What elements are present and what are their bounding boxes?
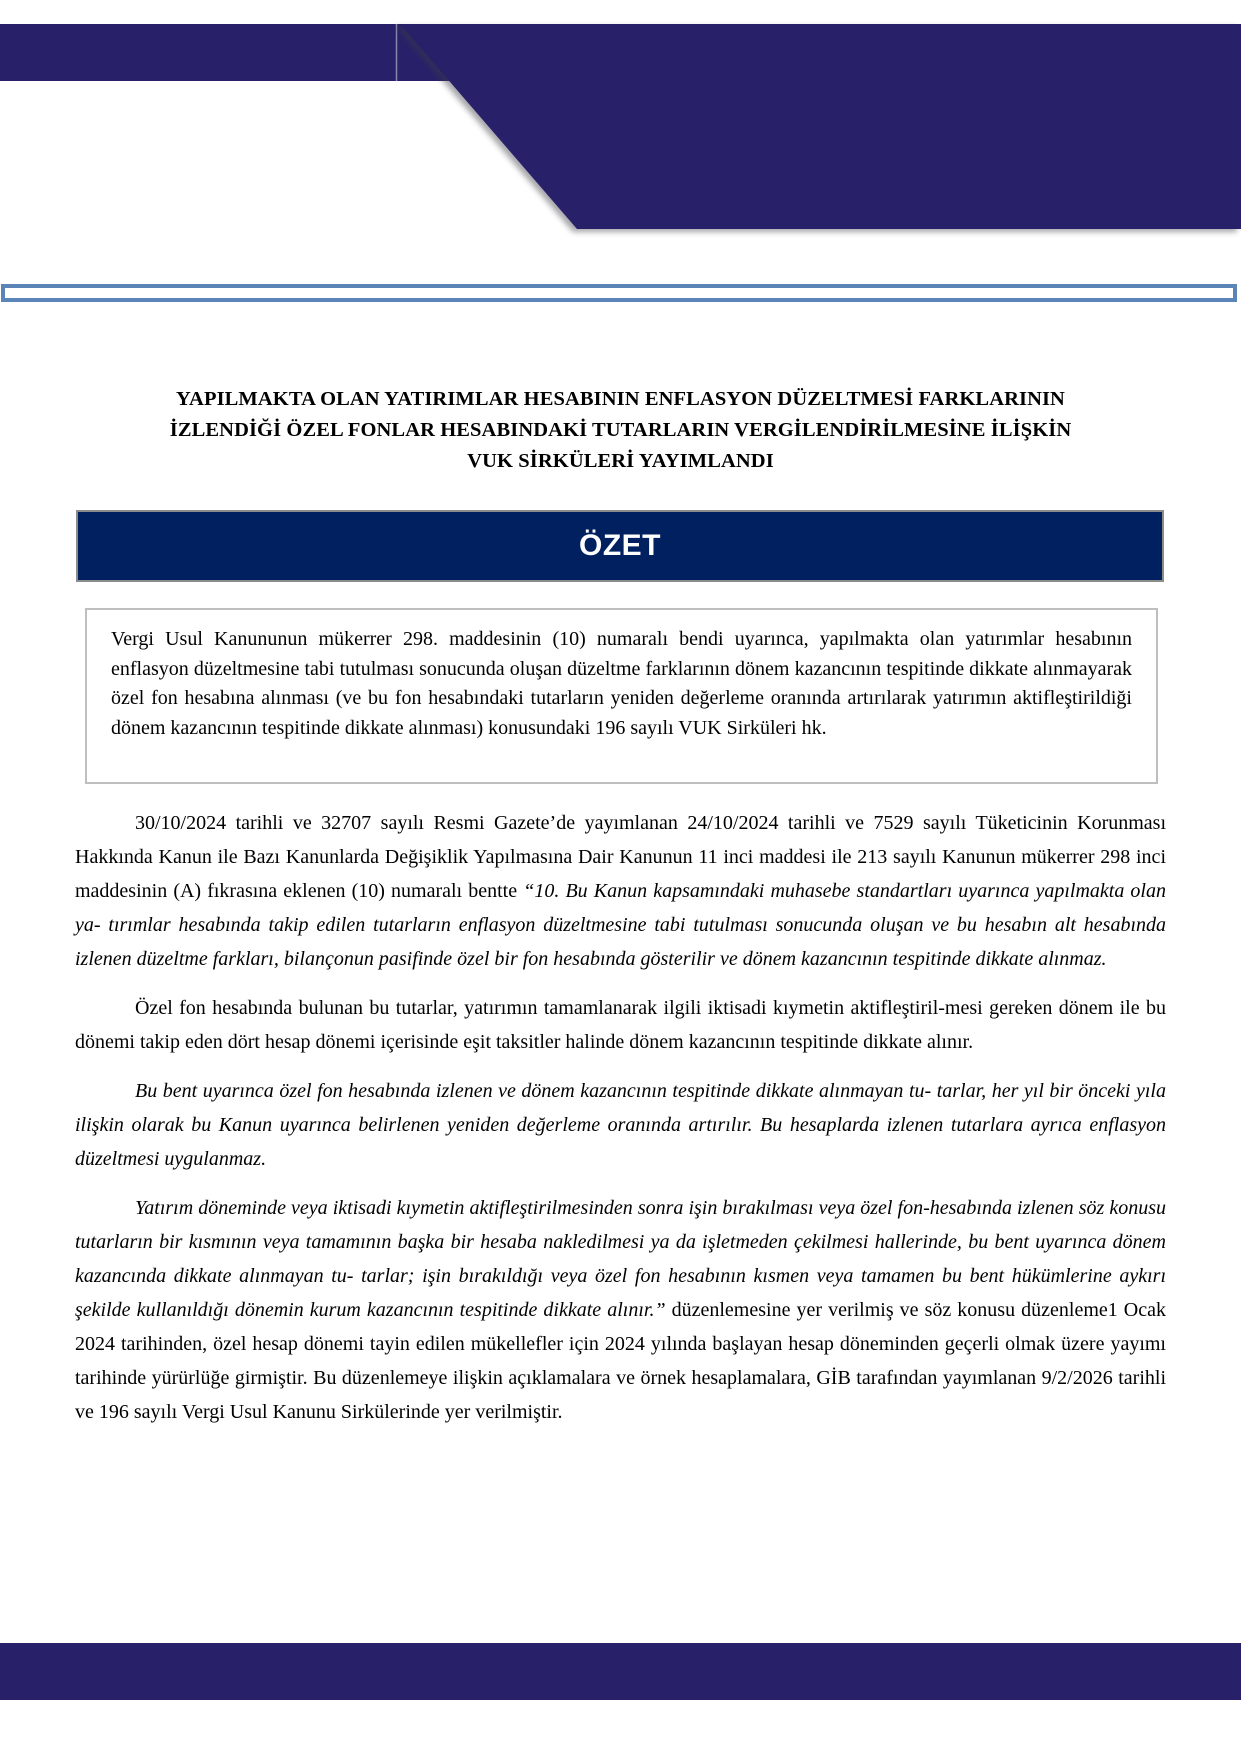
body-text: düzenlemesine yer verilmiş ve söz konusu düzenleme1 Ocak 2024 tarihinden, özel hesap dönemi tayin edilen mükellefler için 2024 yılında başlayan hesap döneminden geçerli olmak üzere yayımı tarihinde yürürlüğe girmiştir. Bu düzenlemeye ilişkin açıklamalara ve örnek hesaplamalara, GİB tarafından yayımlanan 9/2/2026 tarihli ve 196 sayılı Vergi Usul Kanunu Sirkülerinde yer verilmiştir. — [75, 1299, 1167, 1423]
ozet-banner — [76, 510, 1164, 582]
quoted-italic-text: “10. Bu Kanun kapsamındaki muhasebe standartları uyarınca yapılmakta olan ya- tırımlar hesabında takip edilen tutarların enflasyon düzeltmesine tabi tutulması sonucunda oluşan ve bu hesabın alt hesabında izlenen düzeltme farkları, bilançonun pasifinde özel bir fon hesabında gösterilir ve dönem kazancının tespitinde dikkate alınmaz. — [75, 880, 1166, 970]
ozet-label: ÖZET — [579, 529, 661, 562]
quoted-italic-text: Bu bent uyarınca özel fon hesabında izlenen ve dönem kazancının tespitinde dikkate alınmayan tu- tarlar, her yıl bir önceki yıla ilişkin olarak bu Kanun uyarınca belirlenen yeniden değerleme oranında artırılır. Bu hesaplarda izlenen tutarlara ayrıca enflasyon düzeltmesi uygulanmaz. — [75, 1080, 1166, 1170]
summary-text: Vergi Usul Kanununun mükerrer 298. maddesinin (10) numaralı bendi uyarınca, yapılmakta olan yatırımlar hesabının enflasyon düzeltmesine tabi tutulması sonucunda oluşan düzeltme farklarının dönem kazancının tespitinde dikkate alınmayarak özel fon hesabına alınması (ve bu fon hesabındaki tutarların yeniden değerleme oranında artırılarak yatırımın aktifleştirildiği dönem kazancının tespitinde dikkate alınması) konusundaki 196 sayılı VUK Sirküleri hk. — [111, 628, 1132, 739]
footer-band — [0, 1643, 1241, 1700]
title-line: YAPILMAKTA OLAN YATIRIMLAR HESABININ ENFLASYON DÜZELTMESİ FARKLARININ — [176, 388, 1065, 410]
body-text: 30/10/2024 tarihli ve 32707 sayılı Resmi Gazete’de yayımlanan 24/10/2024 tarihli ve 7529 sayılı Tüketicinin Korunması Hakkında Kanun ile Bazı Kanunlarda Değişiklik Yapılmasına Dair Kanunun 11 inci maddesi ile 213 sayılı Kanunun mükerrer 298 inci maddesinin (A) fıkrasına eklenen (10) numaralı bentte — [75, 812, 1166, 902]
body-paragraphs — [75, 806, 1166, 1444]
document-title — [75, 384, 1166, 477]
summary-box — [85, 608, 1158, 784]
quoted-italic-text: Yatırım döneminde veya iktisadi kıymetin aktifleştirilmesinden sonra işin bırakılması veya özel fon-hesabında izlenen söz konusu tutarların bir kısmının veya tamamının başka bir hesaba nakledilmesi ya da işletmeden çekilmesi hallerinde, bu bent uyarınca dönem kazancında dikkate alınmayan tu- tarlar; işin bırakıldığı veya özel fon hesabının kısmen veya tamamen bu bent hükümlerine aykırı şekilde kullanıldığı dönemin kurum kazancının tespitinde dikkate alınır.” — [75, 1197, 1166, 1321]
header-diagonal-shape — [400, 24, 1241, 229]
paragraph — [75, 991, 1166, 1059]
title-line: VUK SİRKÜLERİ YAYIMLANDI — [467, 450, 774, 472]
header-banner-graphic — [0, 0, 1241, 245]
paragraph — [75, 1074, 1166, 1176]
title-line: İZLENDİĞİ ÖZEL FONLAR HESABINDAKİ TUTARLARIN VERGİLENDİRİLMESİNE İLİŞKİN — [169, 419, 1072, 441]
body-text: Özel fon hesabında bulunan bu tutarlar, yatırımın tamamlanarak ilgili iktisadi kıymetin aktifleştiril-mesi gereken dönem ile bu dönemi takip eden dört hesap dönemi içerisinde eşit taksitler halinde dönem kazancının tespitinde dikkate alınır. — [75, 997, 1166, 1053]
paragraph — [75, 1191, 1166, 1429]
divider-rule — [1, 284, 1237, 302]
paragraph — [75, 806, 1166, 976]
